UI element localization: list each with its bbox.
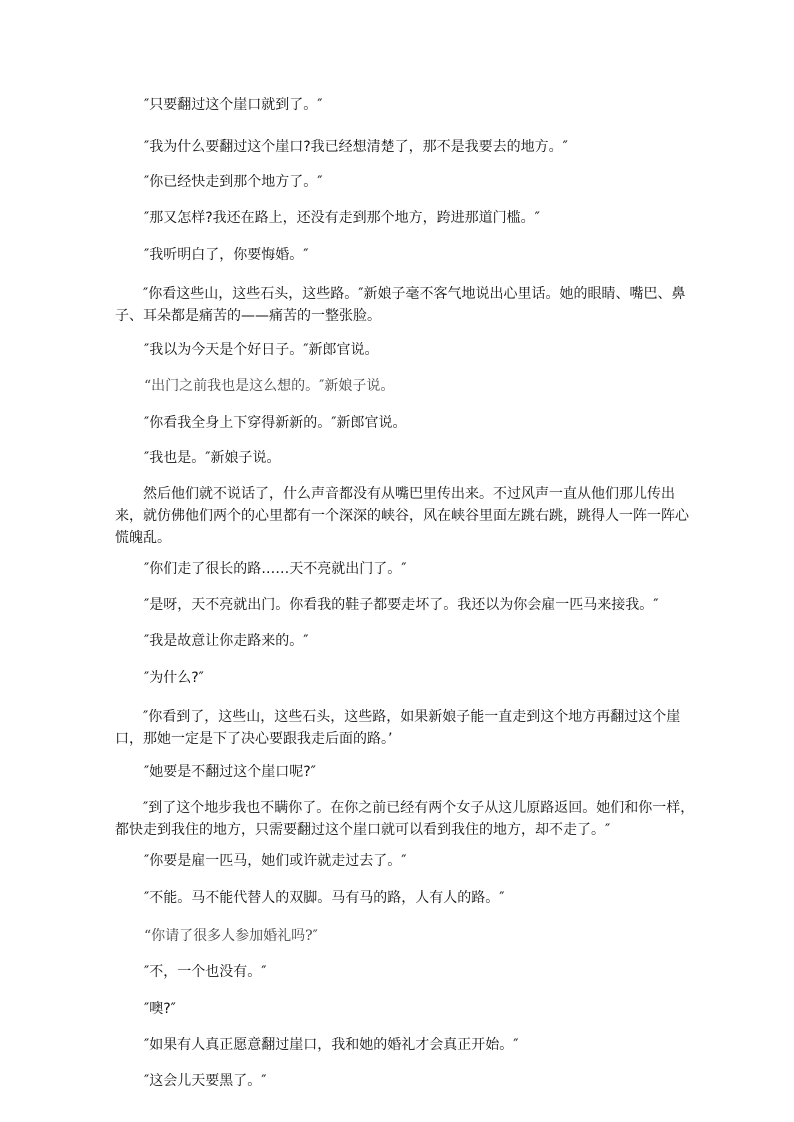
paragraph-3: ″你已经快走到那个地方了。″ xyxy=(144,174,323,190)
paragraph-10: ″我也是。″新娘子说。 xyxy=(144,450,281,466)
paragraph-19: ″你要是雇一匹马，她们或许就走过去了。″ xyxy=(144,853,407,869)
paragraph-11: 然后他们就不说话了，什么声音都没有从嘴巴里传出来。不过风声一直从他们那儿传出来，就仿佛他们两个的心里都有一个深深的峡谷，风在峡谷里面左跳右跳，跳得人一阵一阵心慌魄乱。 xyxy=(115,486,689,546)
paragraph-1: ″只要翻过这个崖口就到了。″ xyxy=(144,97,323,113)
paragraph-5: ″我听明白了，你要悔婚。″ xyxy=(144,247,309,263)
paragraph-15: ″为什么?″ xyxy=(144,670,204,686)
paragraph-16: ″你看到了，这些山，这些石头，这些路，如果新娘子能一直走到这个地方再翻过这个崖口，那她一定是下了决心要跟我走后面的路。’ xyxy=(115,709,681,747)
paragraph-14: ″我是故意让你走路来的。″ xyxy=(144,633,309,649)
paragraph-6: ″你看这些山，这些石头，这些路。″新娘子毫不客气地说出心里话。她的眼睛、嘴巴、鼻子、耳朵都是痛苦的——痛苦的一整张脸。 xyxy=(115,286,686,324)
paragraph-20: ″不能。马不能代替人的双脚。马有马的路，人有人的路。″ xyxy=(144,890,505,906)
paragraph-13: ″是呀，天不亮就出门。你看我的鞋子都要走坏了。我还以为你会雇一匹马来接我。″ xyxy=(144,597,659,613)
paragraph-22: ″不，一个也没有。″ xyxy=(144,964,267,980)
paragraph-18: ″到了这个地步我也不瞒你了。在你之前已经有两个女子从这儿原路返回。她们和你一样，都快走到我住的地方，只需要翻过这个崖口就可以看到我住的地方，却不走了。″ xyxy=(115,800,695,838)
paragraph-12: ″你们走了很长的路……天不亮就出门了。″ xyxy=(144,561,407,577)
paragraph-21: “你请了很多人参加婚礼吗?″ xyxy=(144,928,318,944)
paragraph-24: ″如果有人真正愿意翻过崖口，我和她的婚礼才会真正开始。″ xyxy=(144,1037,519,1053)
paragraph-23: ″噢?″ xyxy=(144,1001,176,1017)
paragraph-17: ″她要是不翻过这个崖口呢?″ xyxy=(144,764,316,780)
paragraph-4: ″那又怎样?我还在路上，还没有走到那个地方，跨进那道门槛。″ xyxy=(144,210,540,226)
paragraph-2: ″我为什么要翻过这个崖口?我已经想清楚了，那不是我要去的地方。″ xyxy=(144,139,568,155)
paragraph-9: ″你看我全身上下穿得新新的。″新郎官说。 xyxy=(144,415,407,431)
paragraph-25: ″这会儿天要黑了。″ xyxy=(144,1073,267,1089)
paragraph-7: ″我以为今天是个好日子。″新郎官说。 xyxy=(144,342,379,358)
paragraph-8: “出门之前我也是这么想的。″新娘子说。 xyxy=(144,378,395,394)
